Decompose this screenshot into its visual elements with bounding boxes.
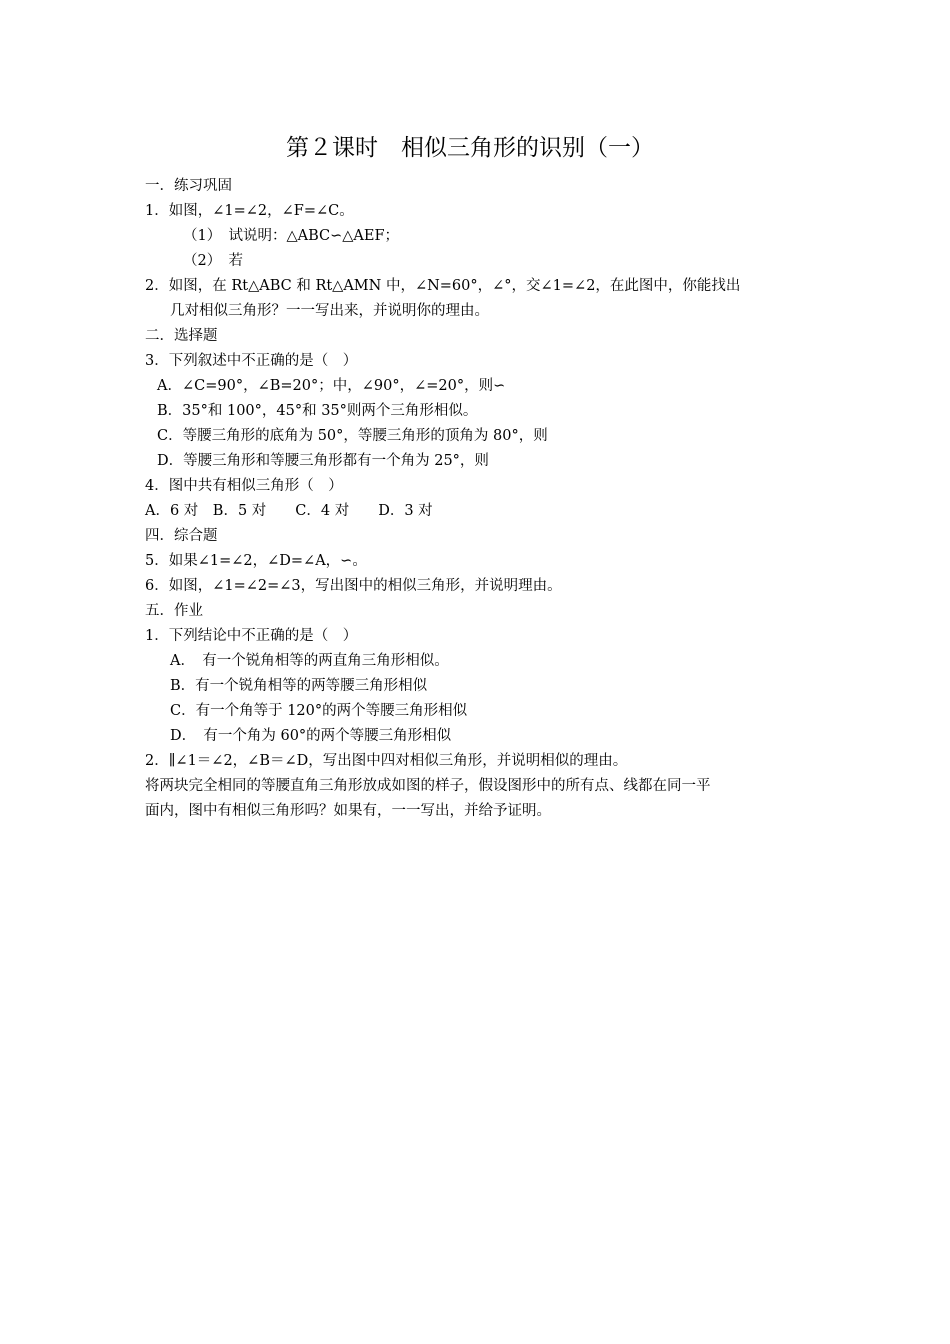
text-line: 一．练习巩固 [145, 178, 232, 194]
text-line: B．有一个锐角相等的两等腰三角形相似 [170, 678, 428, 694]
text-line: D． 有一个角为 60°的两个等腰三角形相似 [170, 728, 452, 744]
text-line: 3．下列叙述中不正确的是（ ） [145, 353, 358, 369]
text-line: 面内，图中有相似三角形吗？如果有，一一写出，并给予证明。 [145, 803, 551, 819]
text-line: 1．下列结论中不正确的是（ ） [145, 628, 358, 644]
text-line: 2．∥∠1＝∠2，∠B＝∠D，写出图中四对相似三角形，并说明相似的理由。 [145, 753, 628, 769]
section-heading: 五．作业 [145, 603, 203, 619]
text-line: A．∠C=90°，∠B=20°；中，∠90°，∠=20°，则∽ [157, 378, 506, 394]
text-line: C．有一个角等于 120°的两个等腰三角形相似 [170, 703, 468, 719]
section-heading: 二．选择题 [145, 328, 218, 344]
document-body [145, 174, 810, 824]
text-line: 4．图中共有相似三角形（ ） [145, 478, 343, 494]
text-line: 6．如图，∠1=∠2=∠3，写出图中的相似三角形，并说明理由。 [145, 578, 562, 594]
section-heading: 四．综合题 [145, 528, 218, 544]
text-line: 几对相似三角形？一一写出来，并说明你的理由。 [170, 303, 489, 319]
text-line: 5．如果∠1=∠2，∠D=∠A，∽。 [145, 553, 367, 569]
text-line: D．等腰三角形和等腰三角形都有一个角为 25°，则 [157, 453, 489, 469]
text-line: 将两块完全相同的等腰直角三角形放成如图的样子，假设图形中的所有点、线都在同一平 [145, 778, 711, 794]
text-line: （1） 试说明：△ABC∽△AEF； [183, 228, 400, 244]
page-title: 第２课时 相似三角形的识别（一） [286, 135, 654, 161]
text-line: B．35°和 100°，45°和 35°则两个三角形相似。 [157, 403, 478, 419]
text-line: （2） 若 [183, 253, 243, 269]
text-line: A．6 对 B．5 对 C．4 对 D．3 对 [145, 503, 433, 519]
text-line: A． 有一个锐角相等的两直角三角形相似。 [170, 653, 449, 669]
text-line: 2．如图，在 Rt△ABC 和 Rt△AMN 中，∠N=60°，∠°，交∠1=∠2，在此图中，你能找出 [145, 278, 741, 294]
text-line: C．等腰三角形的底角为 50°，等腰三角形的顶角为 80°，则 [157, 428, 548, 444]
text-line: 1．如图，∠1=∠2，∠F=∠C。 [145, 203, 354, 219]
